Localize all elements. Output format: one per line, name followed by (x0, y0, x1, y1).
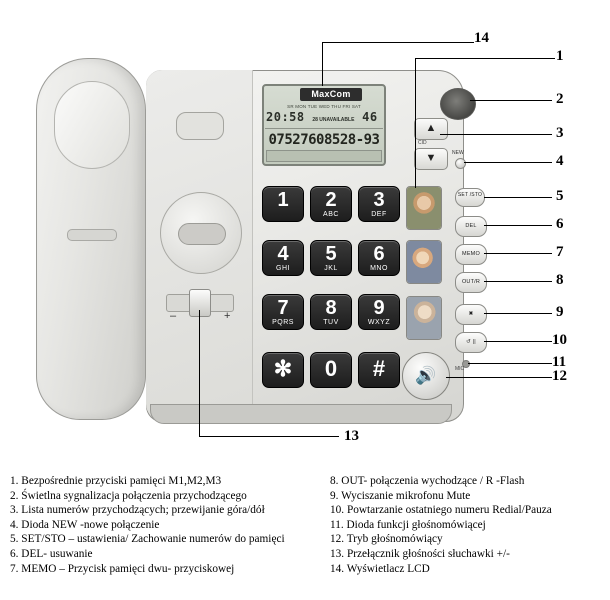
leader-13-h (199, 436, 339, 437)
incoming-call-lamp (440, 88, 476, 120)
cradle-hook (176, 112, 224, 140)
leader-14-v (322, 42, 323, 86)
key-7-letters: PQRS (272, 319, 294, 326)
leader-11-h (468, 363, 552, 364)
out-flash-button[interactable]: OUT/R (455, 272, 487, 293)
key-1[interactable] (262, 186, 304, 222)
key-hash-digit: # (372, 356, 386, 381)
lcd-line-1 (266, 110, 382, 124)
callout-13: 13 (344, 428, 359, 444)
key-6-digit: 6 (373, 243, 385, 265)
key-2[interactable] (310, 186, 352, 222)
base-speaker-grille (160, 192, 242, 274)
legend-item-6: 6. DEL- usuwanie (10, 547, 93, 560)
key-9-digit: 9 (373, 297, 385, 319)
handset (36, 58, 146, 420)
memory-photo-1 (407, 187, 441, 229)
nav-down-button[interactable]: ▼ (414, 148, 448, 170)
legend-item-4: 4. Dioda NEW -nowe połączenie (10, 518, 160, 531)
key-hash[interactable] (358, 352, 400, 388)
legend (0, 474, 610, 600)
callout-10: 10 (552, 332, 567, 348)
callout-2: 2 (556, 91, 564, 107)
leader-4-h (464, 162, 552, 163)
base-foot (150, 404, 452, 424)
key-3[interactable] (358, 186, 400, 222)
legend-item-7: 7. MEMO – Przycisk pamięci dwu- przyciskowej (10, 562, 235, 575)
key-1-digit: 1 (277, 189, 289, 211)
legend-item-2: 2. Świetlna sygnalizacja połączenia przychodzącego (10, 489, 247, 502)
redial-pause-button[interactable]: ↺ || (455, 332, 487, 353)
speakerphone-button[interactable]: 🔊 (402, 352, 450, 400)
key-9[interactable] (358, 294, 400, 330)
key-8[interactable] (310, 294, 352, 330)
set-sto-button[interactable]: SET /STO (455, 188, 485, 207)
callout-14: 14 (474, 30, 489, 46)
mute-button[interactable]: ✖ (455, 304, 487, 325)
leader-5-h (484, 197, 552, 198)
key-5[interactable] (310, 240, 352, 276)
leader-1-v (415, 58, 416, 188)
memory-button-m3[interactable] (406, 296, 442, 340)
legend-item-14: 14. Wyświetlacz LCD (330, 562, 430, 575)
callout-5: 5 (556, 188, 564, 204)
key-5-digit: 5 (325, 243, 337, 265)
mic-label: MIC (455, 366, 465, 372)
key-3-letters: DEF (371, 211, 387, 218)
legend-item-11: 11. Dioda funkcji głośnomówiącej (330, 518, 486, 531)
volume-plus-label: + (224, 310, 231, 322)
key-star-digit: ✻ (273, 356, 293, 381)
leader-3-h (440, 134, 552, 135)
callout-9: 9 (556, 304, 564, 320)
callout-8: 8 (556, 272, 564, 288)
brand-logo: MaxCom (300, 88, 362, 101)
handset-cord-slot (67, 229, 117, 241)
lcd-status-bar (266, 150, 382, 162)
memory-photo-3 (407, 297, 441, 339)
memory-photo-2 (407, 241, 441, 283)
memory-button-m2[interactable] (406, 240, 442, 284)
callout-12: 12 (552, 368, 567, 384)
key-2-digit: 2 (325, 189, 337, 211)
legend-item-8: 8. OUT- połączenia wychodzące / R -Flash (330, 475, 525, 487)
leader-6-h (484, 225, 552, 226)
key-5-letters: JKL (324, 265, 338, 272)
leader-13-v (199, 310, 200, 436)
leader-7-h (484, 253, 552, 254)
nav-up-button[interactable]: ▲ (414, 118, 448, 140)
cid-label: CID (418, 140, 427, 146)
key-8-letters: TUV (323, 319, 339, 326)
key-9-letters: WXYZ (367, 319, 391, 326)
leader-9-h (484, 313, 552, 314)
memo-button[interactable]: MEMO (455, 244, 487, 265)
key-2-letters: ABC (323, 211, 339, 218)
callout-7: 7 (556, 244, 564, 260)
handset-earpiece (54, 81, 130, 169)
key-7[interactable] (262, 294, 304, 330)
leader-10-h (484, 341, 552, 342)
key-star[interactable] (262, 352, 304, 388)
callout-4: 4 (556, 153, 564, 169)
key-6[interactable] (358, 240, 400, 276)
key-3-digit: 3 (373, 189, 385, 211)
legend-item-5: 5. SET/STO – ustawienia/ Zachowanie numerów do pamięci (10, 533, 285, 546)
legend-column-left (10, 474, 330, 576)
key-0[interactable] (310, 352, 352, 388)
volume-slider-knob[interactable] (189, 289, 211, 317)
leader-8-h (484, 281, 552, 282)
callout-6: 6 (556, 216, 564, 232)
leader-2-h (470, 100, 552, 101)
key-6-letters: MNO (370, 265, 388, 272)
leader-14-h (322, 42, 474, 43)
key-4[interactable] (262, 240, 304, 276)
legend-item-12: 12. Tryb głośnomówiący (330, 533, 443, 546)
lcd-divider (265, 128, 383, 129)
leader-1-h (415, 58, 555, 59)
del-button[interactable]: DEL (455, 216, 487, 237)
key-0-digit: 0 (324, 356, 338, 381)
key-4-digit: 4 (277, 243, 289, 265)
key-7-digit: 7 (277, 297, 289, 319)
lcd-time: 20:58 (266, 110, 305, 124)
lcd-caller-label: 28 UNAVAILABLE (312, 117, 355, 123)
legend-item-13: 13. Przełącznik głośności słuchawki +/- (330, 547, 510, 560)
legend-item-1: 1. Bezpośrednie przyciski pamięci M1,M2,M3 (10, 475, 222, 487)
volume-minus-label: – (170, 310, 177, 322)
key-8-digit: 8 (325, 297, 337, 319)
legend-column-right (330, 474, 606, 576)
callout-11: 11 (552, 354, 567, 370)
key-4-letters: GHI (276, 265, 290, 272)
callout-1: 1 (556, 48, 564, 64)
legend-item-3: 3. Lista numerów przychodzących; przewijanie góra/dół (10, 504, 265, 517)
lcd-count: 46 (362, 110, 378, 124)
callout-3: 3 (556, 125, 564, 141)
leader-12-h (446, 377, 552, 378)
memory-button-m1[interactable] (406, 186, 442, 230)
lcd-weekday-ticks: SR MON TUE WED THU FRI SAT (287, 104, 361, 109)
legend-item-10: 10. Powtarzanie ostatniego numeru Redial/Pauza (330, 504, 552, 517)
new-led (455, 158, 466, 169)
legend-item-9: 9. Wyciszanie mikrofonu Mute (330, 489, 471, 502)
lcd-number: 07527608528-93 (268, 132, 380, 148)
new-led-label: NEW (452, 150, 464, 156)
